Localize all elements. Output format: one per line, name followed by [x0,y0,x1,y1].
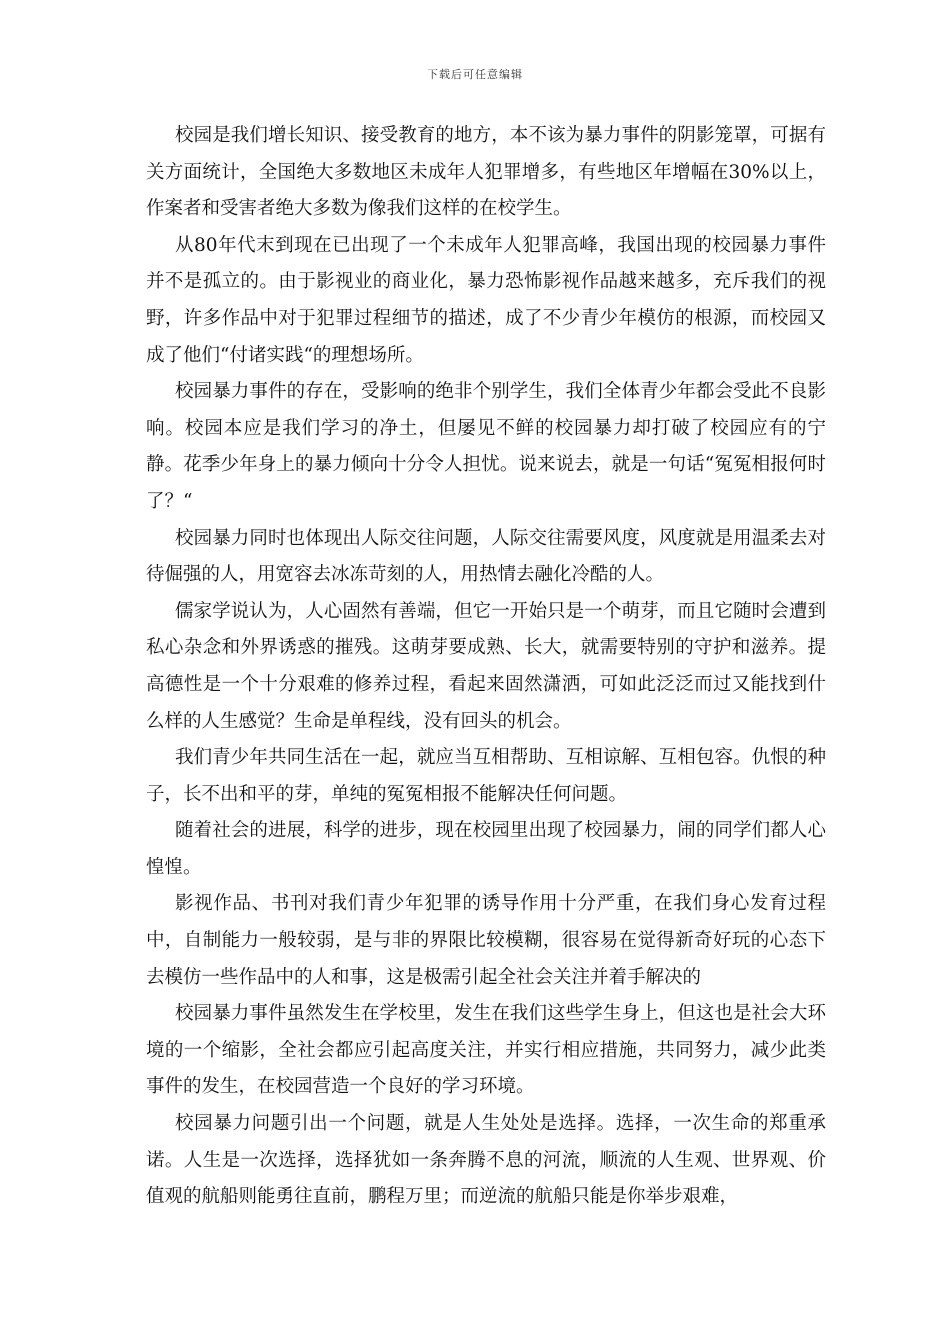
paragraph: 影视作品、书刊对我们青少年犯罪的诱导作用十分严重，在我们身心发育过程中，自制能力一般较弱，是与非的界限比较模糊，很容易在觉得新奇好玩的心态下去模仿一些作品中的人和事，这是极需引起全社会关注并着手解决的 [146,893,826,988]
paragraph: 校园暴力同时也体现出人际交往问题，人际交往需要风度，风度就是用温柔去对待倔强的人，用宽容去冰冻苛刻的人，用热情去融化冷酷的人。 [146,527,826,586]
paragraph: 我们青少年共同生活在一起，就应当互相帮助、互相谅解、互相包容。仇恨的种子，长不出和平的芽，单纯的冤冤相报不能解决任何问题。 [146,747,826,805]
paragraph: 校园暴力事件虽然发生在学校里，发生在我们这些学生身上，但这也是社会大环境的一个缩影，全社会都应引起高度关注，并实行相应措施，共同努力，减少此类事件的发生，在校园营造一个良好的学习环境。 [146,1003,826,1098]
page-header: 下载后可任意编辑 [427,68,523,81]
paragraph: 从80年代末到现在已出现了一个未成年人犯罪高峰，我国出现的校园暴力事件并不是孤立的。由于影视业的商业化，暴力恐怖影视作品越来越多，充斥我们的视野，许多作品中对于犯罪过程细节的描述，成了不少青少年模仿的根源，而校园又成了他们“付诸实践“的理想场所。 [146,234,826,366]
body-text [146,118,826,1216]
paragraph: 随着社会的进展，科学的进步，现在校园里出现了校园暴力，闹的同学们都人心惶惶。 [146,820,826,878]
paragraph: 校园暴力事件的存在，受影响的绝非个别学生，我们全体青少年都会受此不良影响。校园本应是我们学习的净土，但屡见不鲜的校园暴力却打破了校园应有的宁静。花季少年身上的暴力倾向十分令人担忧。说来说去，就是一句话“冤冤相报何时了？“ [146,381,826,512]
paragraph: 校园是我们增长知识、接受教育的地方，本不该为暴力事件的阴影笼罩，可据有关方面统计，全国绝大多数地区未成年人犯罪增多，有些地区年增幅在30%以上，作案者和受害者绝大多数为像我们这样的在校学生。 [146,125,826,220]
paragraph: 儒家学说认为，人心固然有善端，但它一开始只是一个萌芽，而且它随时会遭到私心杂念和外界诱惑的摧残。这萌芽要成熟、长大，就需要特别的守护和滋养。提高德性是一个十分艰难的修养过程，看起来固然潇洒，可如此泛泛而过又能找到什么样的人生感觉？生命是单程线，没有回头的机会。 [146,600,826,732]
paragraph: 校园暴力问题引出一个问题，就是人生处处是选择。选择，一次生命的郑重承诺。人生是一次选择，选择犹如一条奔腾不息的河流，顺流的人生观、世界观、价值观的航船则能勇往直前，鹏程万里；而逆流的航船只能是你举步艰难， [146,1113,826,1208]
